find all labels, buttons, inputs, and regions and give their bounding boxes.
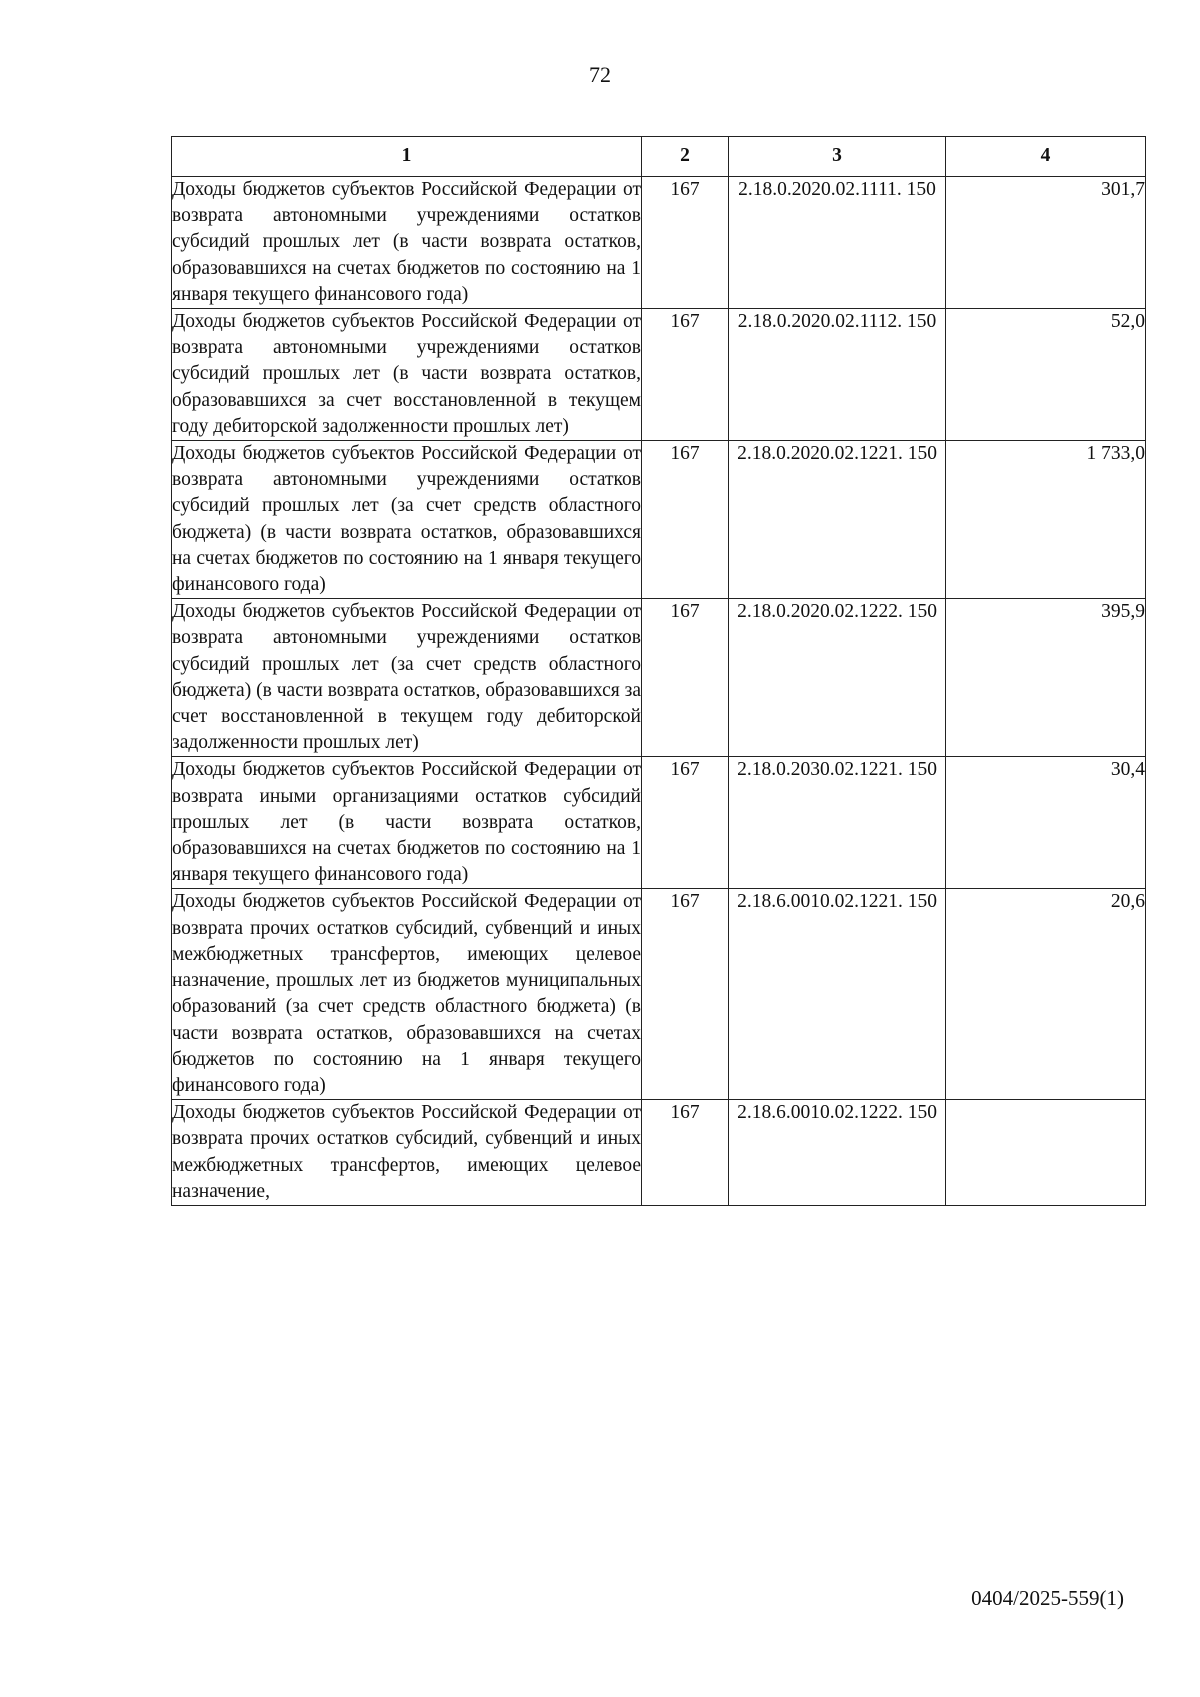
row-kbk-code: 2.18.0.2020.02.1221. 150 [729,441,946,599]
table-row [172,757,1146,889]
row-kbk-code: 2.18.0.2020.02.1112. 150 [729,309,946,441]
row-kbk-code: 2.18.6.0010.02.1221. 150 [729,889,946,1100]
row-description: Доходы бюджетов субъектов Российской Федерации от возврата прочих остатков субсидий, субвенций и иных межбюджетных трансфертов, имеющих целевое назначение, [172,1100,642,1206]
row-description: Доходы бюджетов субъектов Российской Федерации от возврата автономными учреждениями остатков субсидий прошлых лет (в части возврата остатков, образовавшихся за счет восстановленной в текущем году дебиторской задолженности прошлых лет) [172,309,642,441]
header-col-3: 3 [729,137,946,177]
table-row [172,599,1146,757]
document-number: 0404/2025-559(1) [971,1586,1124,1610]
row-description: Доходы бюджетов субъектов Российской Федерации от возврата автономными учреждениями остатков субсидий прошлых лет (за счет средств областного бюджета) (в части возврата остатков, образовавшихся на счетах бюджетов по состоянию на 1 января текущего финансового года) [172,441,642,599]
row-admin-code: 167 [642,177,729,309]
row-kbk-code: 2.18.0.2020.02.1111. 150 [729,177,946,309]
header-col-1: 1 [172,137,642,177]
row-kbk-code: 2.18.0.2020.02.1222. 150 [729,599,946,757]
row-admin-code: 167 [642,757,729,889]
table-row [172,309,1146,441]
table-row [172,1100,1146,1206]
row-description: Доходы бюджетов субъектов Российской Федерации от возврата автономными учреждениями остатков субсидий прошлых лет (за счет средств областного бюджета) (в части возврата остатков, образовавшихся за счет восстановленной в текущем году дебиторской задолженности прошлых лет) [172,599,642,757]
row-admin-code: 167 [642,889,729,1100]
row-admin-code: 167 [642,309,729,441]
header-col-4: 4 [946,137,1146,177]
row-amount: 20,6 [946,889,1146,1100]
row-description: Доходы бюджетов субъектов Российской Федерации от возврата автономными учреждениями остатков субсидий прошлых лет (в части возврата остатков, образовавшихся на счетах бюджетов по состоянию на 1 января текущего финансового года) [172,177,642,309]
row-kbk-code: 2.18.6.0010.02.1222. 150 [729,1100,946,1206]
page-number: 72 [589,62,611,87]
table-row [172,441,1146,599]
table-row [172,889,1146,1100]
row-admin-code: 167 [642,1100,729,1206]
row-admin-code: 167 [642,599,729,757]
row-amount: 30,4 [946,757,1146,889]
row-amount [946,1100,1146,1206]
row-kbk-code: 2.18.0.2030.02.1221. 150 [729,757,946,889]
row-admin-code: 167 [642,441,729,599]
table-row [172,177,1146,309]
row-amount: 395,9 [946,599,1146,757]
row-description: Доходы бюджетов субъектов Российской Федерации от возврата прочих остатков субсидий, субвенций и иных межбюджетных трансфертов, имеющих целевое назначение, прошлых лет из бюджетов муниципальных образований (за счет средств областного бюджета) (в части возврата остатков, образовавшихся на счетах бюджетов по состоянию на 1 января текущего финансового года) [172,889,642,1100]
header-col-2: 2 [642,137,729,177]
row-amount: 52,0 [946,309,1146,441]
row-description: Доходы бюджетов субъектов Российской Федерации от возврата иными организациями остатков субсидий прошлых лет (в части возврата остатков, образовавшихся на счетах бюджетов по состоянию на 1 января текущего финансового года) [172,757,642,889]
table-header-row [172,137,1146,177]
row-amount: 301,7 [946,177,1146,309]
row-amount: 1 733,0 [946,441,1146,599]
revenue-table [171,136,1146,1206]
